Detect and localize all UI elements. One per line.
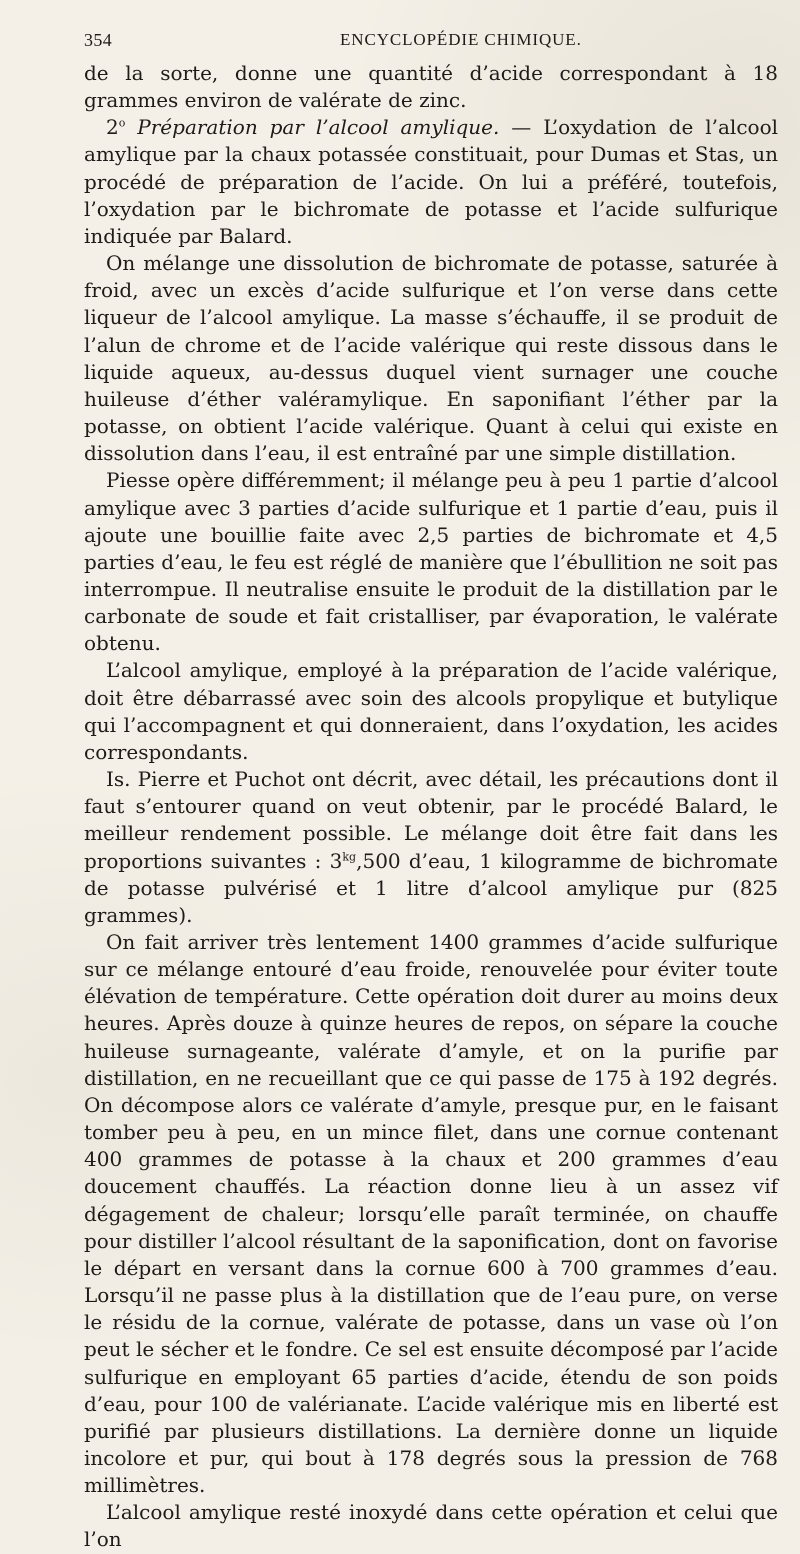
section-paragraph-amylic-alcohol: [84, 114, 778, 250]
page-number: 354: [84, 30, 113, 50]
paragraph-procedure: On fait arriver très lentement 1400 grammes d’acide sulfurique sur ce mélange entouré d’eau froide, renouvelée pour éviter toute élévation de température. Cette opération doit durer au moins deux heures. Après douze à quinze heures de repos, on sépare la couche huileuse surnageante, valérate d’amyle, et on la purifie par distillation, en ne recueillant que ce qui passe de 175 à 192 degrés. On décompose alors ce valérate d’amyle, presque pur, en le faisant tomber peu à peu, en un mince filet, dans une cornue contenant 400 grammes de potasse à la chaux et 200 grammes d’eau doucement chauffés. La réaction donne lieu à un assez vif dégagement de chaleur; lorsqu’elle paraît terminée, on chauffe pour distiller l’alcool résultant de la saponification, dont on favorise le départ en versant dans la cornue 600 à 700 grammes d’eau. Lorsqu’il ne passe plus à la distillation que de l’eau pure, on verse le résidu de la cornue, valérate de potasse, dans un vase où l’on peut le sécher et le fondre. Ce sel est ensuite décomposé par l’acide sulfurique en employant 65 parties d’acide, étendu de son poids d’eau, pour 100 de valérianate. L’acide valérique mis en liberté est purifié par plusieurs distillations. La dernière donne un liquide incolore et pur, qui bout à 178 degrés sous la pression de 768 millimètres.: [84, 930, 778, 1498]
page-body: [84, 60, 778, 1554]
section-number: 2: [106, 115, 119, 140]
paragraph-mixture: On mélange une dissolution de bichromate de potasse, saturée à froid, avec un excès d’acide sulfurique et l’on verse dans cette liqueur de l’alcool amylique. La masse s’échauffe, il se produit de l’alun de chrome et de l’acide valérique qui reste dissous dans le liquide aqueux, au-dessus duquel vient surnager une couche huileuse d’éther valéramylique. En saponifiant l’éther par la potasse, on obtient l’acide valérique. Quant à celui qui existe en dissolution dans l’eau, il est entraîné par une simple distillation.: [84, 251, 778, 466]
section-heading: Préparation par l’alcool amylique.: [137, 115, 500, 140]
paragraph-continuation: de la sorte, donne une quantité d’acide correspondant à 18 grammes environ de valérate de zinc.: [84, 61, 778, 113]
paragraph-final-line: L’alcool amylique resté inoxydé dans cette opération et celui que l’on: [84, 1500, 778, 1552]
kilogram-superscript: kg: [342, 849, 357, 863]
paragraph-pierre-puchot: [84, 766, 778, 929]
paragraph-pierre-puchot-text-a: Is. Pierre et Puchot ont décrit, avec détail, les précautions dont il faut s’entourer quand on veut obtenir, par le procédé Balard, le meilleur rendement possible. Le mélange doit être fait dans les proportions suivantes : 3: [84, 767, 778, 873]
running-title: ENCYCLOPÉDIE CHIMIQUE.: [340, 30, 582, 49]
section-degree-sign: o: [118, 116, 126, 130]
page-header: [84, 30, 778, 52]
paragraph-pierre-puchot-text-b: ,500 d’eau, 1 kilogramme de bichromate de potasse pulvérisé et 1 litre d’alcool amylique pur (825 grammes).: [84, 848, 778, 927]
paragraph-alcohol-purity: L’alcool amylique, employé à la préparation de l’acide valérique, doit être débarrassé avec soin des alcools propylique et butylique qui l’accompagnent et qui donneraient, dans l’oxydation, les acides correspondants.: [84, 658, 778, 764]
paragraph-piesse: Piesse opère différemment; il mélange peu à peu 1 partie d’alcool amylique avec 3 parties d’acide sulfurique et 1 partie d’eau, puis il ajoute une bouillie faite avec 2,5 parties de bichromate et 4,5 parties d’eau, le feu est réglé de manière que l’ébullition ne soit pas interrompue. Il neutralise ensuite le produit de la distillation par le carbonate de soude et fait cristalliser, par évaporation, le valérate obtenu.: [84, 468, 778, 656]
section-paragraph-text: — L’oxydation de l’alcool amylique par la chaux potassée constituait, pour Dumas et Stas, un procédé de préparation de l’acide. On lui a préféré, toutefois, l’oxydation par le bichromate de potasse et l’acide sulfurique indiquée par Balard.: [84, 115, 778, 248]
